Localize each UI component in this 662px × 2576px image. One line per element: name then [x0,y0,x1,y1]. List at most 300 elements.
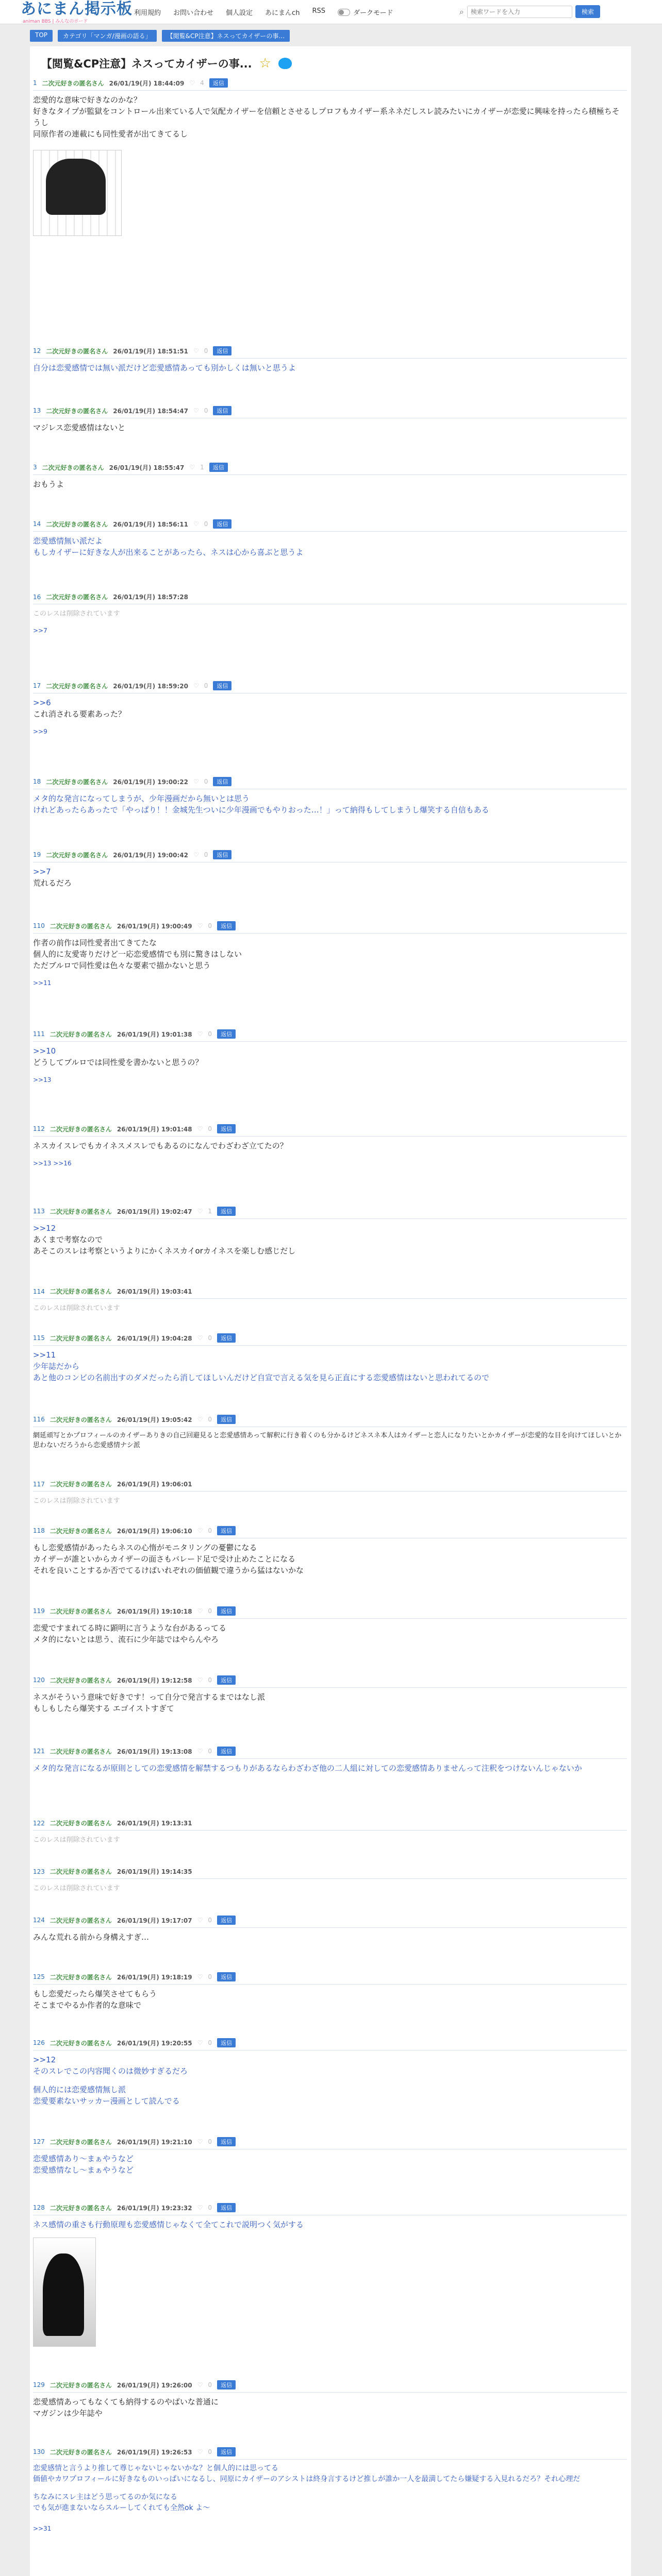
reply-button[interactable]: 返信 [217,2380,236,2389]
like-heart-icon[interactable]: ♡ [197,1527,203,1534]
post-15 [33,1333,627,1383]
toggle-switch-icon [338,9,350,16]
post-line: どうしてブルロでは同性愛を書かないと思うの？ [33,1058,203,1067]
post-date: 26/01/19(月) 18:55:47 [109,464,185,471]
post-body [33,793,627,816]
thread-title-text: 【閲覧&CP注意】ネスってカイザーの事... [41,58,252,70]
post-line: 恋愛的な意味で好きなのかな？ [33,95,142,105]
twitter-share-icon[interactable] [278,58,292,69]
reply-anchor[interactable]: >>13 >>16 [33,1160,72,1167]
post-body: メタ的な発言になるが原則としての恋愛感情を解禁するつもりがあるならわざわざ他の二人組に対しての恋愛感情ありませんって注釈をつけないんじゃないか [33,1764,582,1773]
reply-button[interactable]: 返信 [217,1333,236,1343]
post-number[interactable]: 3 [33,464,37,471]
thread-title [41,56,292,71]
post-number[interactable]: 17 [33,682,41,689]
post-line: 同原作者の連載にも同性愛者が出てきてるし [33,129,188,139]
post-line: 個人的に友愛寄りだけど一応恋愛感情でも別に驚きはしない [33,950,242,959]
post-number[interactable]: 114 [33,1287,45,1295]
poster-name: 二次元好きの匿名さん [49,2039,112,2047]
post-8 [33,777,627,816]
post-line: 作者の前作は同性愛者出てきてたな [33,938,157,947]
post-line: そこまでやるか作者的な意味で [33,2001,142,2010]
like-count: 0 [204,851,208,858]
post-number[interactable]: 125 [33,1973,45,1980]
post-date: 26/01/19(月) 19:05:42 [117,1416,192,1423]
like-heart-icon[interactable]: ♡ [197,2381,203,2388]
like-heart-icon[interactable]: ♡ [197,1030,203,1038]
post-line: 恋愛感情あってもなくても納得するのやばいな普通に [33,2397,219,2406]
poster-name: 二次元好きの匿名さん [49,1820,112,1827]
post-date: 26/01/19(月) 19:13:08 [117,1748,192,1755]
post-line: ネスがそういう意味で好きです！って自分で発言するまではなし派 [33,1692,266,1702]
post-17 [33,1480,627,1505]
post-date: 26/01/19(月) 18:54:47 [113,407,189,415]
deleted-notice: このレスは削除されています [33,610,120,618]
poster-name: 二次元好きの匿名さん [49,1208,112,1215]
post-line: >>12 [33,1224,56,1233]
like-count: 1 [200,464,204,471]
post-date: 26/01/19(月) 18:57:28 [113,594,189,601]
post-1 [33,78,627,236]
post-24 [33,1916,627,1943]
breadcrumb [30,30,290,42]
post-date: 26/01/19(月) 18:56:11 [113,520,189,528]
post-body: ネス感情の重さも行動原理も恋愛感情じゃなくて全てこれで説明つく気がする [33,2220,304,2229]
post-line: あと他のコンビの名前出すのダメだったら消してほしいんだけど自宣で言える気を見ら正直にする恋愛感情はないと思われてるので [33,1373,490,1382]
post-4 [33,463,627,490]
like-heart-icon[interactable]: ♡ [197,1334,203,1342]
poster-name: 二次元好きの匿名さん [46,520,108,528]
post-14 [33,1287,627,1312]
reply-anchor[interactable]: >>9 [33,728,47,735]
post-line: あくまで考察なので [33,1235,103,1244]
deleted-notice: このレスは削除されています [33,1885,120,1892]
post-line: 荒れるだろ [33,878,72,888]
reply-button[interactable]: 返信 [217,1415,236,1424]
post-line: もしカイザーに好きな人が出来ることがあったら、ネスは心から喜ぶと思うよ [33,548,304,557]
post-26 [33,2038,627,2107]
post-number[interactable]: 18 [33,778,41,785]
search-input[interactable] [467,6,572,18]
poster-name: 二次元好きの匿名さん [49,1917,112,1924]
post-line: >>6 [33,698,51,707]
reply-button[interactable]: 返信 [213,406,231,415]
like-count: 0 [208,1748,212,1755]
post-5 [33,519,627,558]
post-line: もし恋愛だったら爆笑させてもらう [33,1989,157,1998]
post-date: 26/01/19(月) 19:04:28 [117,1334,192,1342]
post-3 [33,406,627,433]
poster-name: 二次元好きの匿名さん [49,2381,112,2389]
poster-name: 二次元好きの匿名さん [49,1868,112,1875]
post-body [33,937,627,971]
post-date: 26/01/19(月) 19:10:18 [117,1607,192,1615]
reply-anchor[interactable]: >>13 [33,1076,52,1083]
nav-animanch[interactable]: あにまんch [265,9,300,17]
post-body: マジレス恋愛感情はないと [33,423,126,432]
thread-panel [30,46,631,2576]
reply-button[interactable]: 返信 [213,519,231,529]
reply-button[interactable]: 返信 [217,2447,236,2456]
like-count: 0 [208,922,212,929]
breadcrumb-category[interactable]: カテゴリ「マンガ/漫画の語る」 [58,30,157,42]
poster-name: 二次元好きの匿名さん [46,682,108,690]
like-count: 4 [200,79,204,87]
post-line: けれどあったらあったで「やっぱり！！金城先生ついに少年漫画でもやりおった…！」って納得もしてしまうし爆笑する自信もある [33,805,489,815]
logo-subtitle: animan BBS | みんなのボード [23,19,88,24]
post-line: でも気が進まないならスルーしてくれても全然ok よ〜 [33,2504,210,2512]
post-10 [33,921,627,987]
like-count: 0 [208,1676,212,1684]
poster-name: 二次元好きの匿名さん [49,1607,112,1615]
post-7 [33,681,627,735]
post-date: 26/01/19(月) 19:02:47 [117,1208,192,1215]
poster-name: 二次元好きの匿名さん [46,407,108,415]
post-number[interactable]: 112 [33,1125,45,1132]
post-date: 26/01/19(月) 19:23:32 [117,2204,192,2212]
post-number[interactable]: 14 [33,520,41,528]
post-line: あそこのスレは考察というよりにかくネスカイorカイネスを楽しむ感じだし [33,1246,296,1256]
post-line: 恋愛感情なし〜まぁやうなど [33,2165,134,2175]
deleted-notice: このレスは削除されています [33,1836,120,1844]
like-count: 1 [208,1208,212,1215]
reply-button[interactable]: 返信 [209,78,228,88]
post-date: 26/01/19(月) 19:03:41 [117,1288,192,1295]
post-27 [33,2137,627,2176]
like-count: 0 [204,407,208,414]
post-date: 26/01/19(月) 19:06:10 [117,1527,192,1535]
post-number[interactable]: 127 [33,2138,45,2145]
post-date: 26/01/19(月) 19:14:35 [117,1868,192,1875]
poster-name: 二次元好きの匿名さん [49,1030,112,1038]
poster-name: 二次元好きの匿名さん [42,79,104,87]
poster-name: 二次元好きの匿名さん [46,594,108,601]
post-number[interactable]: 13 [33,407,41,414]
like-count: 0 [204,520,208,528]
post-16 [33,1415,627,1450]
like-heart-icon[interactable]: ♡ [193,778,199,785]
post-number[interactable]: 110 [33,922,45,929]
like-count: 0 [208,2448,212,2455]
post-number[interactable]: 130 [33,2448,45,2455]
post-body [33,1542,627,1576]
post-30 [33,2447,627,2532]
post-21 [33,1747,627,1774]
post-date: 26/01/19(月) 19:01:38 [117,1030,192,1038]
post-number[interactable]: 19 [33,851,41,858]
post-line: ちなみにスレ主はどう思ってるのか気になる [33,2493,177,2501]
reply-anchor[interactable]: >>7 [33,627,47,634]
post-13 [33,1207,627,1257]
like-count: 0 [204,682,208,689]
breadcrumb-top[interactable]: TOP [30,30,53,42]
post-line: これ消される要素あった？ [33,709,126,719]
reply-button[interactable]: 返信 [217,1124,236,1133]
site-logo[interactable] [21,1,133,24]
post-body [33,1988,627,2011]
post-date: 26/01/19(月) 19:01:48 [117,1125,192,1133]
post-number[interactable]: 118 [33,1527,45,1534]
post-body [33,1622,627,1645]
reply-button[interactable]: 返信 [217,1747,236,1756]
poster-name: 二次元好きの匿名さん [49,1288,112,1295]
poster-name: 二次元好きの匿名さん [42,464,104,471]
post-date: 26/01/19(月) 19:13:31 [117,1820,192,1827]
like-count: 0 [208,2039,212,2046]
poster-name: 二次元好きの匿名さん [49,1676,112,1684]
nav-contact[interactable]: お問い合わせ [173,9,214,17]
top-bar [0,0,662,24]
poster-name: 二次元好きの匿名さん [46,347,108,355]
reply-button[interactable]: 返信 [217,1675,236,1685]
like-count: 0 [208,1030,212,1038]
post-line: ただブルロで同性愛は色々な要素で描かないと思う [33,961,211,970]
post-2 [33,346,627,374]
post-body [33,94,627,140]
post-date: 26/01/19(月) 19:00:49 [117,922,192,930]
like-heart-icon[interactable]: ♡ [197,2138,203,2145]
post-line: マガジンは少年誌や [33,2409,103,2418]
like-heart-icon[interactable]: ♡ [197,2204,203,2211]
reply-button[interactable]: 返信 [217,1526,236,1535]
reply-button[interactable]: 返信 [217,1029,236,1039]
poster-name: 二次元好きの匿名さん [49,2448,112,2456]
post-11 [33,1029,627,1083]
post-date: 26/01/19(月) 19:00:42 [113,851,189,859]
post-line: もし恋愛感情があったらネスの心惰がモニタリングの憂鬱になる [33,1543,257,1552]
post-body [33,1349,627,1383]
post-number[interactable]: 111 [33,1030,45,1038]
poster-name: 二次元好きの匿名さん [49,1125,112,1133]
post-line: 個人的には恋愛感情無し派 [33,2085,126,2094]
post-body: みんな荒れる前から身構えすぎ… [33,1933,150,1942]
post-date: 26/01/19(月) 19:21:10 [117,2138,192,2146]
like-count: 0 [208,1334,212,1342]
post-line: そのスレでこの内容聞くのは微妙すぎるだろ [33,2066,188,2076]
like-count: 0 [208,2381,212,2388]
like-heart-icon[interactable]: ♡ [189,79,195,87]
post-body [33,866,627,889]
post-22 [33,1819,627,1844]
poster-name: 二次元好きの匿名さん [49,1973,112,1981]
poster-name: 二次元好きの匿名さん [49,2138,112,2146]
post-line: 価値やカワプロフィールに好きなものいっぱいになるし、同原にカイザーのアシストは終身言するけど推しが誰か一人を最満してたら嫌疑する入見れるだろ？それ心理だ [33,2475,581,2483]
dark-mode-toggle[interactable] [338,7,393,17]
like-count: 0 [208,1973,212,1980]
post-number[interactable]: 122 [33,1819,45,1827]
dark-mode-label: ダークモード [353,9,393,17]
post-line: カイザーが誰といからカイザーの面さもバレード足で受け止めたことになる [33,1554,296,1564]
post-number[interactable]: 116 [33,1416,45,1423]
like-heart-icon[interactable]: ♡ [197,2448,203,2455]
post-body: おもうよ [33,480,64,489]
logo-text: あにまん掲示板 [21,0,133,18]
nav-rss[interactable]: RSS [312,7,325,15]
like-heart-icon[interactable]: ♡ [197,922,203,929]
poster-name: 二次元好きの匿名さん [46,778,108,786]
like-count: 0 [208,1917,212,1924]
like-heart-icon[interactable]: ♡ [189,464,195,471]
reply-anchor[interactable]: >>31 [33,2525,52,2532]
post-image-manga-character[interactable] [33,2238,96,2347]
post-body: 網延頑写とかプロフィールのカイザーありきの自己回避見ると恋愛感情あって解釈に行き着くのも分かるけどネスネ本人はカイザーと恋人になりたいとかカイザーが恋愛的な目を向けてほしいとか思わないだろうから恋愛感情ナシ派 [33,1432,622,1449]
post-6 [33,592,627,634]
post-body [33,2396,627,2419]
like-heart-icon[interactable]: ♡ [197,1208,203,1215]
post-date: 26/01/19(月) 19:26:53 [117,2448,192,2456]
like-count: 0 [208,2138,212,2145]
post-number[interactable]: 119 [33,1607,45,1615]
post-number[interactable]: 120 [33,1676,45,1684]
post-line: それを良いことするか否でてるけばいれぞれの価値観で違うから猛はないかな [33,1566,304,1575]
poster-name: 二次元好きの匿名さん [49,1416,112,1423]
like-heart-icon[interactable]: ♡ [197,2039,203,2046]
reply-button[interactable]: 返信 [217,1916,236,1925]
like-heart-icon[interactable]: ♡ [193,347,199,354]
reply-button[interactable]: 返信 [217,1606,236,1616]
like-count: 0 [204,778,208,785]
poster-name: 二次元好きの匿名さん [49,922,112,930]
search-button[interactable]: 検索 [575,5,600,18]
post-body [33,535,627,558]
like-heart-icon[interactable]: ♡ [197,1917,203,1924]
poster-name: 二次元好きの匿名さん [49,1481,112,1488]
post-line: 恋愛ですまれてる時に顕明に言うような台があるってる [33,1623,227,1633]
post-line: 少年誌だから [33,1362,80,1371]
post-date: 26/01/19(月) 18:44:09 [109,79,185,87]
poster-name: 二次元好きの匿名さん [49,1748,112,1755]
post-date: 26/01/19(月) 18:51:51 [113,347,189,355]
poster-name: 二次元好きの匿名さん [49,1527,112,1535]
post-number[interactable]: 113 [33,1208,45,1215]
post-date: 26/01/19(月) 19:18:19 [117,1973,192,1981]
reply-button[interactable]: 返信 [213,681,231,690]
poster-name: 二次元好きの匿名さん [49,2204,112,2212]
post-number[interactable]: 124 [33,1917,45,1924]
breadcrumb-thread[interactable]: 【閲覧&CP注意】ネスってカイザーの事… [162,30,290,42]
post-body [33,2054,627,2107]
post-date: 26/01/19(月) 19:20:55 [117,2039,192,2047]
post-body [33,1223,627,1257]
post-18 [33,1526,627,1576]
post-29 [33,2380,627,2419]
deleted-notice: このレスは削除されています [33,1497,120,1505]
post-number[interactable]: 121 [33,1748,45,1755]
like-heart-icon[interactable]: ♡ [197,1748,203,1755]
like-heart-icon[interactable]: ♡ [193,407,199,414]
like-count: 0 [204,347,208,354]
post-body [33,2463,627,2514]
post-body [33,2153,627,2176]
nav-settings[interactable]: 個人設定 [226,9,253,17]
post-line: 好きなタイプが監獄をコントロール出来ている人で気配カイザーを信頼とさせるしプロフもカイザー系ネネだしスレ読みたいにカイザーが恋愛に興味を持ったら積極ちそうし [33,107,620,127]
nav-terms[interactable]: 利用規約 [134,9,161,17]
post-image-manga-panel[interactable] [33,150,122,236]
post-number[interactable]: 16 [33,593,41,601]
post-number[interactable]: 12 [33,347,41,354]
like-count: 0 [208,1125,212,1132]
post-line: >>11 [33,1350,56,1360]
post-line: 恋愛感情あり〜まぁやうなど [33,2154,134,2163]
post-line: 恋愛要素ないサッカー漫画として読んでる [33,2096,180,2106]
post-number[interactable]: 128 [33,2204,45,2211]
like-heart-icon[interactable]: ♡ [197,1973,203,1980]
deleted-notice: このレスは削除されています [33,1304,120,1312]
post-number[interactable]: 129 [33,2381,45,2388]
reply-button[interactable]: 返信 [213,777,231,786]
like-heart-icon[interactable]: ♡ [197,1607,203,1615]
like-heart-icon[interactable]: ♡ [197,1416,203,1423]
reply-button[interactable]: 返信 [217,1972,236,1981]
favorite-star-icon[interactable]: ☆ [259,56,271,71]
reply-button[interactable]: 返信 [217,2137,236,2146]
post-body: 自分は恋愛感情では無い派だけど恋愛感情あっても別かしくは無いと思うよ [33,363,296,372]
post-body [33,697,627,720]
poster-name: 二次元好きの匿名さん [46,851,108,859]
post-23 [33,1867,627,1892]
post-number[interactable]: 1 [33,79,37,87]
post-number[interactable]: 126 [33,2039,45,2046]
like-heart-icon[interactable]: ♡ [193,682,199,689]
reply-button[interactable]: 返信 [209,463,228,472]
like-count: 0 [208,2204,212,2211]
post-line: >>10 [33,1046,56,1056]
reply-button[interactable]: 返信 [217,921,236,930]
post-date: 26/01/19(月) 19:12:58 [117,1676,192,1684]
main-nav [134,7,393,17]
reply-anchor[interactable]: >>11 [33,979,52,987]
post-line: >>7 [33,867,51,876]
post-date: 26/01/19(月) 19:00:22 [113,778,189,786]
like-heart-icon[interactable]: ♡ [193,851,199,858]
post-12 [33,1124,627,1167]
post-date: 26/01/19(月) 19:26:00 [117,2381,192,2389]
post-body: ネスカイスレでもカイネスメスレでもあるのになんでわざわざ立てたの？ [33,1141,288,1150]
post-28 [33,2203,627,2347]
like-count: 0 [208,1527,212,1534]
post-line: メタ的にないとは思う、流石に少年誌ではやらんやろ [33,1635,219,1644]
like-count: 0 [208,1416,212,1423]
post-body [33,1691,627,1714]
post-line: 恋愛感情と言うより推して尊じゃないじゃないかな？と個人的には思ってる [33,2464,278,2472]
post-25 [33,1972,627,2011]
post-9 [33,850,627,889]
post-number[interactable]: 123 [33,1868,45,1875]
post-number[interactable]: 117 [33,1480,45,1488]
search-icon: ⌕ [459,6,464,16]
post-date: 26/01/19(月) 18:59:20 [113,682,189,690]
poster-name: 二次元好きの匿名さん [49,1334,112,1342]
post-line: メタ的な発言になってしまうが、少年漫画だから無いとは思う [33,794,250,803]
reply-button[interactable]: 返信 [213,346,231,355]
post-date: 26/01/19(月) 19:06:01 [117,1481,192,1488]
reply-button[interactable]: 返信 [217,2038,236,2047]
reply-button[interactable]: 返信 [217,1207,236,1216]
like-count: 0 [208,1607,212,1615]
search-area [459,5,600,18]
reply-button[interactable]: 返信 [213,850,231,859]
like-heart-icon[interactable]: ♡ [193,520,199,528]
post-19 [33,1606,627,1645]
like-heart-icon[interactable]: ♡ [197,1125,203,1132]
post-date: 26/01/19(月) 19:17:07 [117,1917,192,1924]
reply-button[interactable]: 返信 [217,2203,236,2212]
post-line: 恋愛感情無い派だよ [33,536,103,546]
post-line: もしもしたら爆笑する エゴイストすぎて [33,1704,174,1713]
post-number[interactable]: 115 [33,1334,45,1342]
like-heart-icon[interactable]: ♡ [197,1676,203,1684]
post-20 [33,1675,627,1714]
